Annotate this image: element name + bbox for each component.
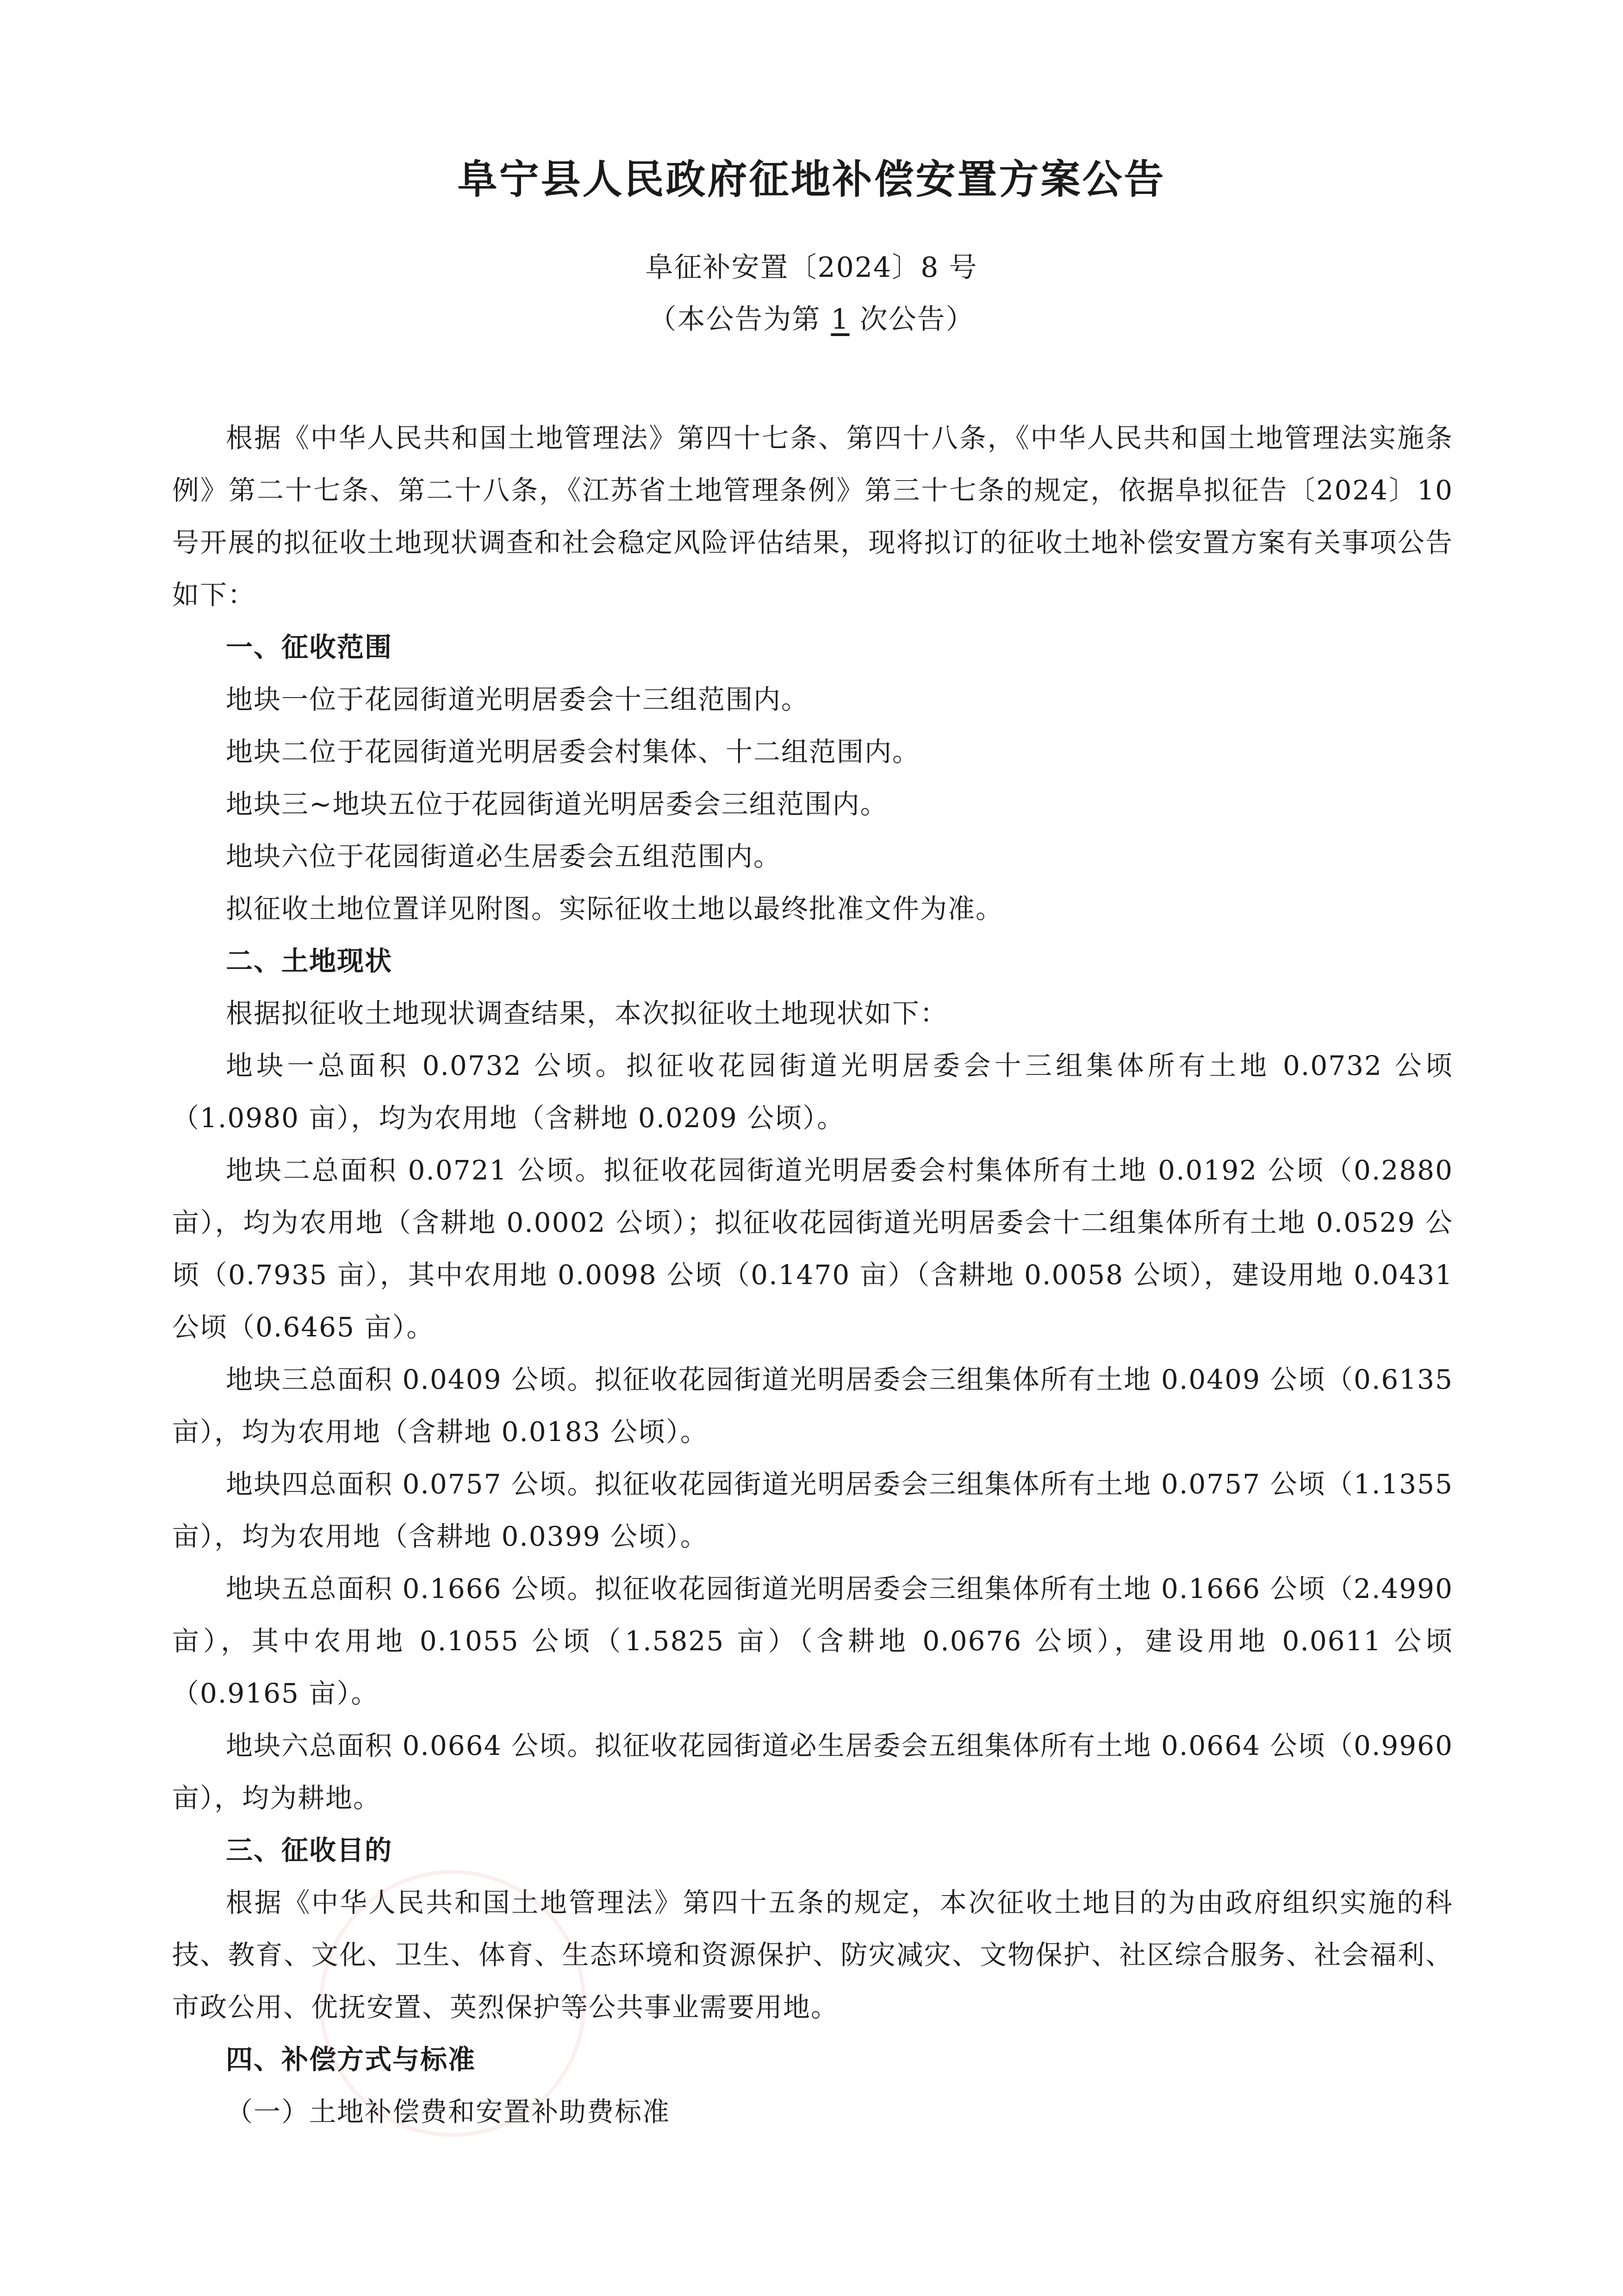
scope-item: 地块六位于花园街道必生居委会五组范围内。 [226, 841, 782, 872]
document-title: 阜宁县人民政府征地补偿安置方案公告 [457, 156, 1166, 203]
land-status-item: 地块三总面积 0.0409 公顷。拟征收花园街道光明居委会三组集体所有土地 0.0409 公顷（0.6135 亩），均为农用地（含耕地 0.0183 公顷）。 [172, 1364, 1453, 1447]
section-heading-scope: 一、征收范围 [226, 631, 393, 663]
land-status-item: 地块六总面积 0.0664 公顷。拟征收花园街道必生居委会五组集体所有土地 0.0664 公顷（0.9960 亩），均为耕地。 [172, 1730, 1453, 1814]
document-body [172, 412, 1453, 2138]
section-heading-purpose: 三、征收目的 [226, 1834, 393, 1866]
scope-item: 地块一位于花园街道光明居委会十三组范围内。 [226, 684, 809, 715]
land-status-item: 地块二总面积 0.0721 公顷。拟征收花园街道光明居委会村集体所有土地 0.0192 公顷（0.2880 亩），均为农用地（含耕地 0.0002 公顷）；拟征收花园街道光明居委会十二组集体所有土地 0.0529 公顷（0.7935 亩），其中农用地 0.0098 公顷（0.1470 亩）（含耕地 0.0058 公顷），建设用地 0.0431 公顷（0.6465 亩）。 [172, 1154, 1453, 1343]
notice-count: 1 [831, 303, 850, 336]
scope-item: 拟征收土地位置详见附图。实际征收土地以最终批准文件为准。 [226, 893, 1004, 924]
section-heading-compensation: 四、补偿方式与标准 [226, 2044, 476, 2075]
land-status-item: 根据拟征收土地现状调查结果，本次拟征收土地现状如下： [226, 998, 948, 1029]
document-number: 阜征补安置〔2024〕8 号 [645, 251, 978, 284]
subsection-heading-compensation-standard: （一）土地补偿费和安置补助费标准 [226, 2096, 671, 2128]
land-status-item: 地块五总面积 0.1666 公顷。拟征收花园街道光明居委会三组集体所有土地 0.1666 公顷（2.4990 亩），其中农用地 0.1055 公顷（1.5825 亩）（含耕地 0.0676 公顷），建设用地 0.0611 公顷（0.9165 亩）。 [172, 1573, 1453, 1709]
section-heading-land-status: 二、土地现状 [226, 945, 393, 977]
scope-item: 地块三~地块五位于花园街道光明居委会三组范围内。 [226, 788, 888, 820]
notice-suffix: 次公告） [859, 303, 975, 336]
purpose-paragraph: 根据《中华人民共和国土地管理法》第四十五条的规定，本次征收土地目的为由政府组织实施的科技、教育、文化、卫生、体育、生态环境和资源保护、防灾减灾、文物保护、社区综合服务、社会福利、市政公用、优抚安置、英烈保护等公共事业需要用地。 [172, 1887, 1453, 2023]
intro-paragraph: 根据《中华人民共和国土地管理法》第四十七条、第四十八条，《中华人民共和国土地管理法实施条例》第二十七条、第二十八条，《江苏省土地管理条例》第三十七条的规定，依据阜拟征告〔2024〕10 号开展的拟征收土地现状调查和社会稳定风险评估结果，现将拟订的征收土地补偿安置方案有关事项公告如下： [172, 422, 1453, 611]
notice-prefix: （本公告为第 [648, 303, 821, 336]
notice-count-line [0, 297, 1623, 337]
land-status-item: 地块一总面积 0.0732 公顷。拟征收花园街道光明居委会十三组集体所有土地 0.0732 公顷（1.0980 亩），均为农用地（含耕地 0.0209 公顷）。 [172, 1050, 1453, 1134]
scope-item: 地块二位于花园街道光明居委会村集体、十二组范围内。 [226, 736, 920, 767]
land-status-item: 地块四总面积 0.0757 公顷。拟征收花园街道光明居委会三组集体所有土地 0.0757 公顷（1.1355 亩），均为农用地（含耕地 0.0399 公顷）。 [172, 1468, 1453, 1552]
